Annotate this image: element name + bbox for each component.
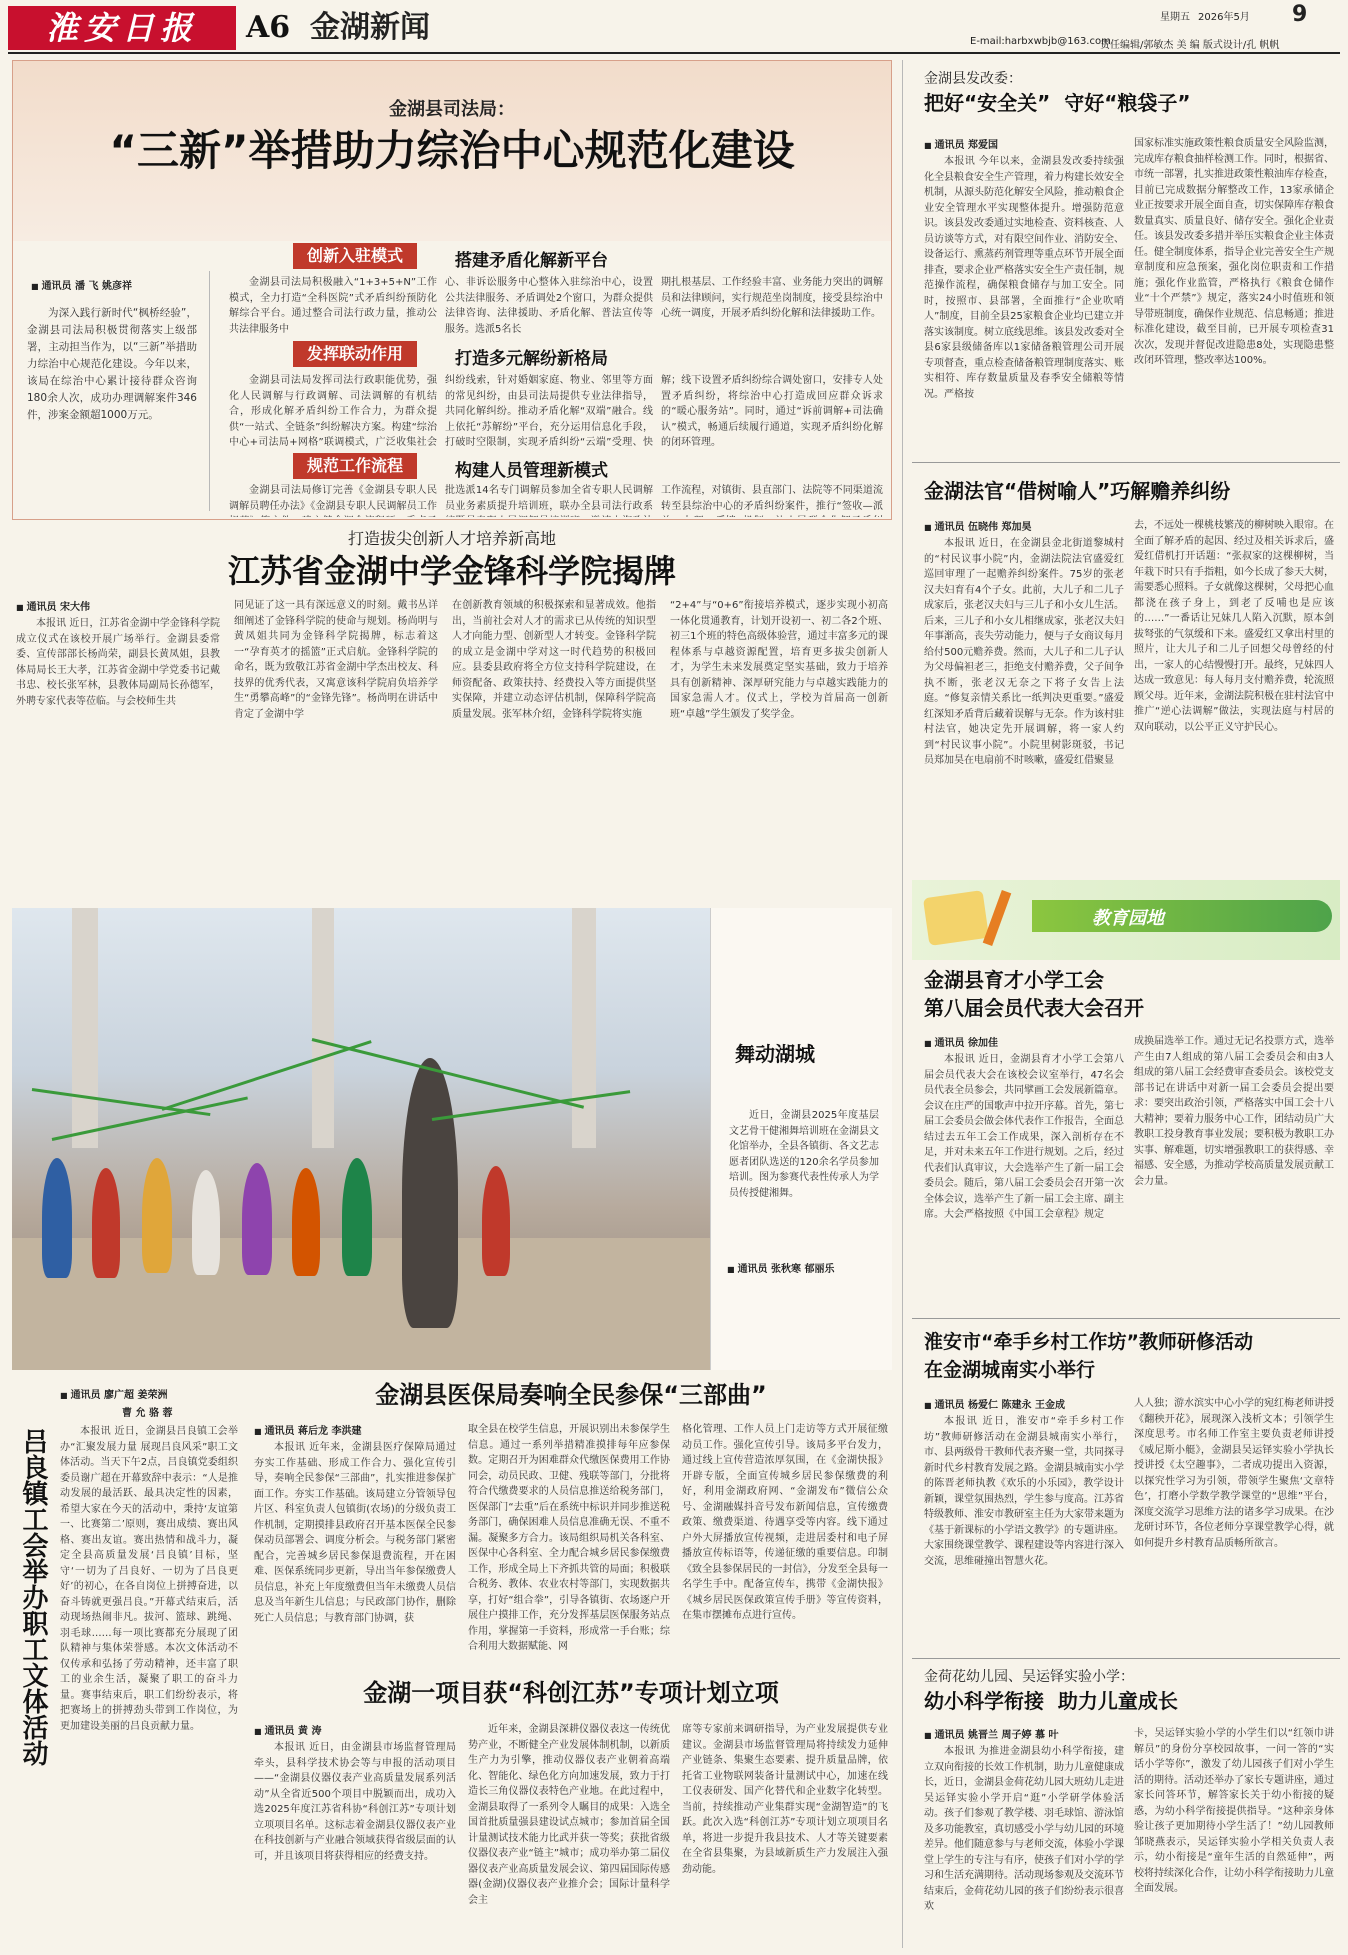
lead-article [12,60,892,520]
lead-section-1-col-1: 金湖县司法局积极融入“1+3+5+N”工作模式，全力打造“全科医院”式矛盾纠纷预防化解综合平台。通过整合司法行政力量，推动公共法律服务中 [229,277,437,335]
teacher-article [912,1324,1340,1654]
right-rule-2 [912,1318,1340,1319]
kindergarten-col-1: 本报讯 为推进金湖县幼小科学衔接，建立双向衔接的长效工作机制，助力儿童健康成长，近日，金湖县金荷花幼儿园大班幼儿走进吴运铎实验小学开启“逛”小学研学体验活动。孩子们参观了教学楼、羽毛球馆、游泳馆及多功能教室，真切感受小学与幼儿园的环境差异。他们随意参与与老师交流，体验小学课堂上学生的专注与有序，使孩子们对小学的学习和生活充满期待。活动现场参观及交流环节结束后，金荷花幼儿园的孩子们纷纷表示很喜欢 [924,1746,1124,1912]
science-byline: ■ 通讯员 黄 涛 [254,1722,322,1737]
school-col-2: 同见证了这一具有深远意义的时刻。戴书丛详细阐述了金锋科学院的使命与规划。杨尚明与黄凤姐共同为金锋科学院揭牌，标志着这一“孕育英才的摇篮”正式启航。金锋科学院的命名，既为致敬江苏省金湖中学杰出校友、科技界的优秀代表，又寓意该科学院肩负培养学生“勇攀高峰”的“金锋先锋”。杨尚明在讲话中肯定了金湖中学 [234,600,438,720]
lead-section-3-tag: 规范工作流程 [293,453,417,479]
court-article [912,470,1340,872]
court-col-2: 去，不远处一棵桃枝繁茂的柳树映入眼帘。在全面了解矛盾的起因、经过及相关诉求后，盛爱红借机打开话题：“张叔家的这棵柳树，当年栽下时只有手指粗，如今长成了参天大树，需要悉心照料。子女就像这棵树，父母把心血都浇在孩子身上，到老了反哺也是应该的……”一番话让兄妹几人陷入沉默，原本剑拔弩张的气氛缓和下来。盛爱红又拿出村里的照片，让大儿子和二儿子回想父母曾经的付出，一家人的心结慢慢打开。最终，兄妹四人达成一致意见：每人每月支付赡养费，轮流照顾父母。近年来，金湖法院积极在驻村法官中推广“逆心法调解”做法，实现法庭与村居的双向联动，以公平正义守护民心。 [1134,520,1334,733]
photo-title: 舞动湖城 [735,1042,815,1066]
court-byline: ■ 通讯员 伍晓伟 郑加昊 [924,518,1032,533]
pencil-icon [983,890,1012,946]
school-title: 江苏省金湖中学金锋科学院揭牌 [227,552,676,590]
nursery-title-2: 第八届会员代表大会召开 [924,996,1144,1020]
photo-person [142,1158,172,1273]
photo-person [42,1158,72,1278]
book-icon [923,890,989,946]
lead-section-2-col-3: 解；线下设置矛盾纠纷综合调处窗口，安排专人处置矛盾纠纷，将综治中心打造成回应群众诉求的“暖心服务站”。同时，通过“诉前调解+司法确认”模式，畅通后续履行通道，实现矛盾纠纷化解的闭环管理。 [661,375,883,448]
photo-person [242,1163,272,1275]
kindergarten-kicker: 金荷花幼儿园、吴运铎实验小学： [924,1669,1134,1685]
lead-section-3-head [223,453,883,481]
school-col-4: “2+4”与“0+6”衔接培养模式，逐步实现小初高一体化贯通教育，计划开设初一、初二各2个班、初三1个班的特色高级体验营，通过丰富多元的课程体系与卓越资源配置，培育更多拔尖创新人才，为学生未来发展奠定坚实基础，致力于培养具有创新精神、深厚研究能力与卓越实践能力的国家急需人才。仪式上，学校为首届高一创新班“卓越”学生颁发了奖学金。 [670,600,888,720]
photo-person [402,1058,458,1328]
lead-byline: ■ 通讯员 潘 飞 姚彦祥 [31,277,132,292]
lead-section-3-col-3: 工作流程，对镇街、县直部门、法院等不同渠道流转至县综治中心的矛盾纠纷案件，推行“签收—派 [661,485,883,512]
page-section: 金湖新闻 [310,10,430,45]
photo-pillar-mid [312,908,334,1148]
teacher-col-2: 人人独；游水滨实中心小学的宛红梅老师讲授《翻秧开花》，展现深入浅析文本；引领学生深度思考。市名师工作室主要负责老师讲授《威尼斯小艇》，金湖县吴运铎实验小学执长授讲授《太空趣事》，二者成功提出入资源，以探究性学习为引领，带领学生聚焦‘文章特色’，打磨小学数学教学课堂的“思维”平台，深度交流学习思维方法的诸多学习成果。在沙龙研讨环节，各位老师分享课堂教学心得，就如何提升乡村教育品质畅所欲言。 [1134,1398,1334,1549]
science-col-3: 席等专家前来调研指导，为产业发展提供专业建议。金湖县市场监督管理局将持续发力延伸产业链条、集聚生态要素、提升质量品牌，依托省工业物联网装备计量测试中心，加速在线工仪表研发、国产化替代和企业数字化转型。当前，持续推动产业集群实现“金湖智造”的飞跃。此次入选“科创江苏”专项计划立项项目名单，将进一步提升我县技术、人才等关键要素在全省县集聚，为县域新质生产力发展注入强劲动能。 [682,1724,888,1875]
trade-union-body: 本报讯 近日，金湖县吕良镇工会举办“汇聚发展力量 展现吕良风采”职工文体活动。当天下午2点，吕良镇党委组织委员谢广超在开幕致辞中表示：“人是推动发展的最活跃、最具决定性的因素，希望大家在今天的活动中，秉持‘友谊第一、比赛第二’原则，赛出成绩、赛出风格、赛出友谊。赛出热情和战斗力，凝定全县高质量发展‘吕良镇’目标，坚守‘一切为了吕良好、一切为了吕良更好’的初心，在各自岗位上拼搏奋进，以奋斗铸就更强吕良。”开幕式结束后，活动现场热闹非凡。拔河、篮球、跳绳、羽毛球……每一项比赛都充分展现了团队精神与集体荣誉感。本次文体活动不仅传承和弘扬了劳动精神，还丰富了职工的业余生活，凝聚了职工的奋斗力量。赛事结束后，职工们纷纷表示，将把赛场上的拼搏劲头带到工作岗位，为更加建设美丽的吕良贡献力量。 [60,1426,238,1732]
medical-col-1: 本报讯 近年来，金湖县医疗保障局通过夯实工作基础、形成工作合力、强化宣传引导，奏响全民参保“三部曲”，扎实推进参保扩面工作。夯实工作基础。该局建立分管领导包片区、科室负责人包镇街(农场)的分级负责工作机制，定期摸排县政府召开基本医保全民参保动员部署会、调度分析会。与税务部门紧密配合，完善城乡居民参保退费流程，开在困难、医保系统同步更新，导出当年参保缴费人员信息，补充上年度缴费但当年未缴费人员信息及当年新生儿信息；与民政部门协作，删除死亡人员信息；与教育部门协调，获 [254,1442,456,1624]
trade-union-title: 吕良镇工会举办职工文体活动 [18,1428,48,1766]
lead-section-1-title: 搭建矛盾化解新平台 [455,251,608,271]
kindergarten-title: 幼小科学衔接 助力儿童成长 [924,1689,1178,1713]
medical-title: 金湖县医保局奏响全民参保“三部曲” [375,1381,767,1409]
photo-bamboo [162,1040,372,1111]
editors: 责任编辑/郭敏杰 美 编 版式设计/孔 帆帆 [1100,40,1280,51]
trade-union-byline-1: ■ 通讯员 廖广超 姜荣洲 [60,1386,168,1401]
photo-byline: ■ 通讯员 张秋寒 郁丽乐 [727,1260,835,1275]
lead-section-3-col-1: 金湖县司法局修订完善《金湖县专职人民调解员聘任办法》《金湖县专职人民调解员工作 [229,485,437,512]
medical-article [250,1378,892,1668]
edu-banner-tag: 教育园地 [1092,908,1164,929]
page-code: A6 [246,10,291,45]
trade-union-byline-2: 曹 允 骆 蓉 [122,1408,173,1419]
lead-section-3-col-2: 批选派14名专门调解员参加全省专职人民调解员业务素质提升培训班，联办全县司法行政系 [445,485,653,512]
lead-kicker: 金湖县司法局： [389,99,515,120]
email: E-mail:harbxwbjb@163.com [970,36,1111,47]
photo-person [292,1168,320,1276]
kindergarten-article [912,1662,1340,1948]
photo-pillar-right [572,908,596,1148]
nursery-article [912,962,1340,1314]
nursery-col-1: 本报讯 近日，金湖县育才小学工会第八届会员代表大会在该校会议室举行，47名会员代表全员参会，共同擘画工会发展新篇章。会议在庄严的国歌声中拉开序幕。首先，第七届工会委员会做会体代表作工作报告，全面总结过去五年工会工作成果，深入剖析存在不足，并对未来五年工作进行规划。之后，经过代表们认真审议，大会选举产生了新一届工会委员会。随后，第八届工会委员会召开第一次全体会议，选举产生了新一届工会主席、副主席。大会严格按照《中国工会章程》规定 [924,1054,1124,1220]
grain-col-1: 本报讯 今年以来，金湖县发改委持续强化全县粮食安全生产管理，着力构建长效安全机制，从源头防范化解安全风险，推动粮食企业安全管理水平实现整体提升。增强防范意识。该县发改委通过实地检查、资料核查、人员访谈等方式，对有限空间作业、消防安全、设备运行、熏蒸药剂管理等重点环节开展全面排查，要求企业严格落实安全生产责任制，规范操作流程，确保粮食储存与加工安全。同时，按照市、县部署，全面推行“企业吹哨人”制度，目前全县25家粮食企业均已建立并落实该制度。树立底线思维。该县发改委对全县6家县级储备库以1家储备粮管理公司开展专项督查，重点检查储备粮管理制度落实、账实相符、库存数量质量及春季安全储粮等情况。严格按 [924,156,1124,400]
school-article [12,526,892,896]
grain-byline: ■ 通讯员 郑爱国 [924,136,998,151]
lead-section-1-head [223,243,883,271]
lead-section-2-head [223,341,883,369]
science-col-2: 近年来，金湖县深耕仪器仪表这一传统优势产业，不断健全产业发展体制机制，以新质生产力为引擎，推动仪器仪表产业朝着高端化、智能化、绿色化方向加速发展，致力于打造长三角仪器仪表特色产业地。在此过程中，金湖县取得了一系列令人瞩目的成果：入选全国首批质量强县建设试点城市；参加首届全国计量测试技术能力比武并获一等奖；获批省级仪器仪表产业“链主”城市；成功举办第二届仪器仪表产业高质量发展会议、第四届国际传感器(金湖)仪器仪表产业推介会；国际计量科学会主 [468,1724,670,1906]
edu-banner-ribbon [1032,900,1332,932]
kindergarten-byline: ■ 通讯员 姚晋兰 周子婷 慕 叶 [924,1726,1059,1741]
school-kicker: 打造拔尖创新人才培养新高地 [347,529,556,548]
grain-kicker: 金湖县发改委： [924,71,1022,87]
court-title: 金湖法官“借树喻人”巧解赡养纠纷 [924,479,1231,503]
right-rule-1 [912,462,1340,463]
medical-col-3: 格化管理、工作人员上门走访等方式开展征缴动员工作。强化宣传引导。该局多平台发力，通过线上宣传营造浓厚氛围，在《金湖快报》开辟专版，全面宣传城乡居民参保缴费的利好，利用金湖政府网、“金湖发布”微信公众号、金湖融媒抖音号发布新闻信息，宣传缴费政策、缴费渠道、待遇享受等内容。线下通过户外大屏播放宣传视频，走进居委村和电子屏播放宣传标语等，传递征缴的重要信息。印制《致全县参保居民的一封信》，分发至全县每一名学生手中。配备宣传车，携带《金湖快报》《城乡居民医保政策宣传手册》等宣传资料，在集市摆摊布点进行宣传。 [682,1424,888,1621]
school-byline: ■ 通讯员 宋大伟 [16,598,90,613]
photo-person [192,1170,220,1275]
lead-divider [209,271,210,511]
photo-person [92,1168,120,1278]
photo-caption: 近日，金湖县2025年度基层文艺骨干健湘舞培训班在金湖县文化馆举办，全县各镇街、各文艺志愿者团队选送的120余名学员参加培训。图为参赛代表性传承人为学员传授健湘舞。 [729,1110,879,1199]
medical-col-2: 取全县在校学生信息，开展识别出未参保学生信息。通过一系列举措精准摸排每年应参保数。定期召开为困难群众代缴医保费用工作协同会，动员民政、卫健、残联等部门，分批将符合代缴费要求的人员信息推送给税务部门，医保部门“去重”后在系统中标识并同步推送税务部门，确保困难人员信息准确无误、不重不漏。凝聚多方合力。该局组织局机关各科室、医保中心各科室、全力配合城乡居民参保缴费工作，形成全局上下齐抓共管的局面；积极联合税务、教体、农业农村等部门，实现数据共享，打好“组合拳”，引导各镇街、农场逐户开展住户摸排工作，充分发挥基层医保服务站点作用，掌握第一手资料，形成常一手台账；综合利用大数据赋能、网 [468,1424,670,1652]
lead-section-1-col-3: 期扎根基层、工作经验丰富、业务能力突出的调解员和法律顾问，实行规范坐岗制度，接受县综治中心统一调度，开展矛盾纠纷化解和法律援助工作。 [661,277,883,319]
nursery-col-2: 成换届选举工作。通过无记名投票方式，选举产生由7人组成的第八届工会委员会和由3人组成的第八届工会经费审查委员会。该校党支部书记在讲话中对新一届工会委员会提出要求：要突出政治引领，严格落实中国工会十八大精神；要着力服务中心工作，团结动员广大教职工投身教育事业发展；要积极为教职工办实事、解难题，切实增强教职工的获得感、幸福感、安全感，为推动学校高质量发展贡献工会力量。 [1134,1036,1334,1187]
lead-section-2-col-1: 金湖县司法局发挥司法行政职能优势，强化人民调解与行政调解、司法调解的有机结合，形成化解矛盾纠纷工作合力，为群众提供“一站式、全链条”纠纷解决方案。构建“综治中心+司法局+网格”联调模式，广泛收集社会 [229,375,437,448]
paper-logo: 淮安日报 [8,6,236,50]
masthead [0,0,1348,54]
trade-union-article [12,1378,242,1948]
masthead-rule [8,52,1340,54]
teacher-title-1: 淮安市“牵手乡村工作坊”教师研修活动 [924,1331,1253,1353]
lead-section-3-title: 构建人员管理新模式 [455,461,608,481]
right-column-divider [902,60,903,1948]
edu-banner [912,880,1340,960]
school-col-3: 在创新教育领域的积极探索和显著成效。他指出，当前社会对人才的需求已从传统的知识型人才向能力型、创新型人才转变。金锋科学院的成立是金湖中学对这一时代趋势的积极回应。县委县政府将全方位支持科学院建设，在师资配备、政策扶持、经费投入等方面提供坚实保障，并建立动态评估机制，保障科学院高质量发展。张军林介绍，金锋科学院将实施 [452,600,656,720]
weekday: 星期五 [1160,12,1190,23]
lead-section-2-title: 打造多元解纷新格局 [455,349,608,369]
nursery-title-1: 金湖县育才小学工会 [924,968,1104,992]
photo-person [342,1158,372,1276]
dance-photo [12,908,710,1370]
photo-pillar-left [72,908,98,1148]
teacher-col-1: 本报讯 近日，淮安市“牵手乡村工作坊”教师研修活动在金湖县城南实小举行，市、县两级骨干教师代表齐聚一堂，共同探寻新时代乡村教育发展之路。金湖县城南实小学的陈晋老师执教《欢乐的小乐园》，教学设计新颖，课堂氛围热烈，学生参与度高。江苏省特级教师、淮安市教研室主任为大家带来题为《基于新课标的小学语文教学》的专题讲座。大家围绕课堂教学、课程建设等内容进行深入交流，思维碰撞出智慧火花。 [924,1416,1124,1567]
school-col-1: 本报讯 近日，江苏省金湖中学金锋科学院成立仪式在该校开展广场举行。金湖县委常委、宣传部部长杨尚荣，副县长黄凤姐，县教体局局长王大孝，江苏省金湖中学党委书记戴书忠、校长张军林，县教体局副局长孙德军，外聘专家代表等莅临。与会校师生共 [16,618,220,707]
grain-col-2: 国家标准实施政策性粮食质量安全风险监测，完成库存粮食抽样检测工作。同时，根据省、市统一部署，扎实推进政策性粮油库存检查，目前已完成数据分解整改工作，13家承储企业正按要求开展全面自查，切实保障库存粮食数量真实、质量良好、储存安全。强化企业责任。该县发改委多措并举压实粮食企业主体责任。健全制度体系，指导企业完善安全生产规章制度和应急预案，强化岗位职责和工作措施；强化作业监管，严格执行《粮食仓储作业“十个严禁”》规定，落实24小时值班和领导带班制度，确保作业规范、信息畅通；推进标准化建设，截至目前，已开展专项检查31次次，发现并督促改进隐患8处，实现隐患整改闭环管理，整改率达100%。 [1134,138,1334,366]
lead-intro: 为深入践行新时代“枫桥经验”，金湖县司法局积极贯彻落实上级部署，主动担当作为，以“三新”举措助力综治中心规范化建设。今年以来，该局在综治中心累计接待群众咨询180余人次，成功办理调解案件346件，涉案金额超1000万元。 [27,307,197,421]
photo-person [482,1166,510,1276]
kindergarten-col-2: 卡，吴运铎实验小学的小学生们以“红领巾讲解员”的身份分享校园故事，一问一答的“实话小学等你”，激发了幼儿园孩子们对小学生活的期待。活动还举办了家长专题讲座，通过家长问答环节，解答家长关于幼小衔接的疑惑，为幼小科学衔接提供指导。“这种亲身体验让孩子更加期待小学生活了！”幼儿园教师邹晓燕表示，吴运铎实验小学相关负责人表示，幼小衔接是“童年生活的自然延伸”，两校将持续深化合作，让幼小科学衔接助力儿童全面发展。 [1134,1728,1334,1894]
nursery-byline: ■ 通讯员 徐加佳 [924,1034,998,1049]
lead-section-1-tag: 创新入驻模式 [293,243,417,269]
right-rule-3 [912,1658,1340,1659]
grain-title: 把好“安全关” 守好“粮袋子” [924,91,1191,115]
science-col-1: 本报讯 近日，由金湖县市场监督管理局牵头，县科学技术协会等与申报的活动项目——“金湖县仪器仪表产业高质量发展系列活动”从全省近500个项目中脱颖而出，成功入选2025年度江苏省科协“科创江苏”专项计划立项项目名单。这标志着金湖县仪器仪表产业在科技创新与产业融合领域获得省级层面的认可，并且该项目将获得相应的经费支持。 [254,1742,456,1862]
date: 2026年5月 [1198,12,1250,23]
lead-section-2-tag: 发挥联动作用 [293,341,417,367]
photo-caption-box [710,908,892,1370]
lead-section-2-col-2: 纠纷线索，针对婚姻家庭、物业、邻里等方面的常见纠纷，由县司法局提供专业法律指导，共同化解纠纷。推动矛盾化解“双端”融合。线上依托“苏解纷”平台，充分运用信息化手段，打破时空限制，实现矛盾纠纷“云端”受理、快 [445,375,653,448]
science-article [250,1676,892,1948]
grain-article [912,60,1340,458]
teacher-title-2: 在金湖城南实小举行 [924,1359,1096,1381]
teacher-byline: ■ 通讯员 杨爱仁 陈建永 王金成 [924,1396,1065,1411]
page-number: 9 [1292,2,1308,27]
science-title: 金湖一项目获“科创江苏”专项计划立项 [363,1679,779,1707]
lead-section-1-col-2: 心、非诉讼服务中心整体入驻综治中心，设置公共法律服务、矛盾调处2个窗口，为群众提供法律咨询、法律援助、矛盾化解、普法宣传等服务。选派5名长 [445,277,653,335]
court-col-1: 本报讯 近日，在金湖县金北街道黎城村的“村民议事小院”内，金湖法院法官盛爱红巡回审理了一起赡养纠纷案件。75岁的张老汉夫妇育有4个子女。此前，大儿子和二儿子成家后，张老汉夫妇与三儿子和小女儿生活。后来，三儿子和小女儿相继成家，张老汉夫妇年事渐高，丧失劳动能力，便与子女商议每月给付500元赡养费。然而，大儿子和二儿子认为父母偏袒老三，拒绝支付赡养费，父子间争执不断，张老汉无奈之下将子女告上法庭。“修复亲情关系比一纸判决更重要。”盛爱红深知矛盾背后藏着误解与无奈。作为该村驻村法官，她决定先开展调解，将一家人约到“村民议事小院”。小院里树影斑驳，书记员郑加昊在电扇前不时咳嗽，盛爱红借聚显 [924,538,1124,766]
lead-title: “三新”举措助力综治中心规范化建设 [109,126,795,175]
medical-byline: ■ 通讯员 蒋后龙 李洪建 [254,1422,362,1437]
